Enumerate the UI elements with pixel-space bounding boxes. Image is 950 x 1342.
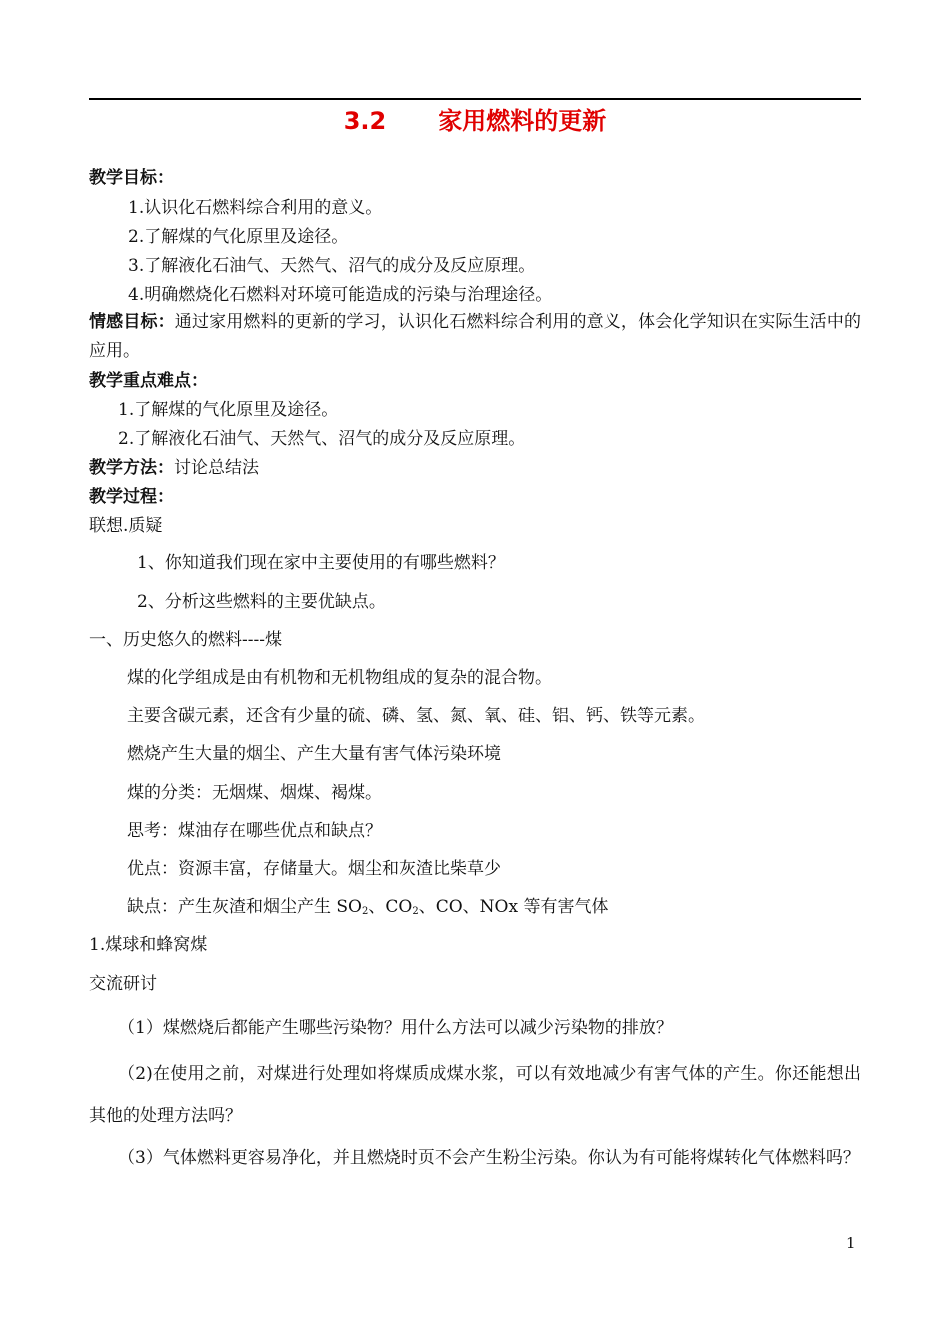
discussion-title: 交流研讨 bbox=[89, 974, 157, 994]
subscript: 2 bbox=[412, 906, 419, 917]
drawback-text: 缺点：产生灰渣和烟尘产生 SO bbox=[127, 897, 362, 917]
page-number: 1 bbox=[846, 1234, 856, 1252]
coal-drawback-line bbox=[127, 895, 861, 924]
discussion-question: （1）煤燃烧后都能产生哪些污染物？用什么方法可以减少污染物的排放？ bbox=[118, 1018, 673, 1038]
goal-item: 4.明确燃烧化石燃料对环境可能造成的污染与治理途径。 bbox=[128, 285, 553, 305]
goals-label: 教学目标： bbox=[89, 168, 174, 188]
goal-item: 1.认识化石燃料综合利用的意义。 bbox=[128, 198, 383, 218]
goal-item: 3.了解液化石油气、天然气、沼气的成分及反应原理。 bbox=[128, 256, 536, 276]
drawback-text: 、CO bbox=[368, 897, 413, 917]
section-heading: 一、历史悠久的燃料----煤 bbox=[89, 630, 282, 650]
discussion-question: （2)在使用之前，对煤进行处理如将煤质成煤水浆，可以有效地减少有害气体的产生。你还能想出其他的处理方法吗？ bbox=[89, 1064, 861, 1126]
process-label: 教学过程： bbox=[89, 487, 174, 507]
association-item: 1、你知道我们现在家中主要使用的有哪些燃料？ bbox=[137, 553, 505, 573]
discussion-question: （3）气体燃料更容易净化，并且燃烧时页不会产生粉尘污染。你认为有可能将煤转化气体燃料吗？ bbox=[118, 1148, 860, 1168]
coal-line: 思考：煤油存在哪些优点和缺点？ bbox=[127, 821, 382, 841]
section-number: 3.2 bbox=[343, 107, 387, 135]
association-title: 联想.质疑 bbox=[89, 516, 163, 536]
method-label: 教学方法： bbox=[89, 458, 174, 478]
method-text: 讨论总结法 bbox=[174, 458, 259, 478]
key-points-label: 教学重点难点： bbox=[89, 371, 208, 391]
goal-item: 2.了解煤的气化原里及途径。 bbox=[128, 227, 349, 247]
drawback-text: 、CO、NOx 等有害气体 bbox=[418, 897, 609, 917]
emotion-text: 通过家用燃料的更新的学习，认识化石燃料综合利用的意义，体会化学知识在实际生活中的应用。 bbox=[89, 312, 861, 361]
coal-line: 主要含碳元素，还含有少量的硫、磷、氢、氮、氧、硅、铝、钙、铁等元素。 bbox=[127, 706, 705, 726]
subscript: 2 bbox=[362, 906, 369, 917]
header-rule bbox=[89, 98, 861, 100]
emotion-label: 情感目标： bbox=[89, 312, 175, 332]
coal-line: 优点：资源丰富，存储量大。烟尘和灰渣比柴草少 bbox=[127, 859, 501, 879]
association-item: 2、分析这些燃料的主要优缺点。 bbox=[137, 592, 386, 612]
emotion-goal bbox=[89, 308, 861, 366]
title-text: 家用燃料的更新 bbox=[438, 107, 607, 135]
key-point-item: 2.了解液化石油气、天然气、沼气的成分及反应原理。 bbox=[118, 429, 526, 449]
key-point-item: 1.了解煤的气化原里及途径。 bbox=[118, 400, 339, 420]
coal-line: 煤的化学组成是由有机物和无机物组成的复杂的混合物。 bbox=[127, 668, 552, 688]
coal-line: 燃烧产生大量的烟尘、产生大量有害气体污染环境 bbox=[127, 744, 501, 764]
coal-line: 煤的分类：无烟煤、烟煤、褐煤。 bbox=[127, 783, 382, 803]
page-title bbox=[89, 104, 861, 138]
method bbox=[89, 456, 861, 480]
subsection-heading: 1.煤球和蜂窝煤 bbox=[89, 935, 208, 955]
